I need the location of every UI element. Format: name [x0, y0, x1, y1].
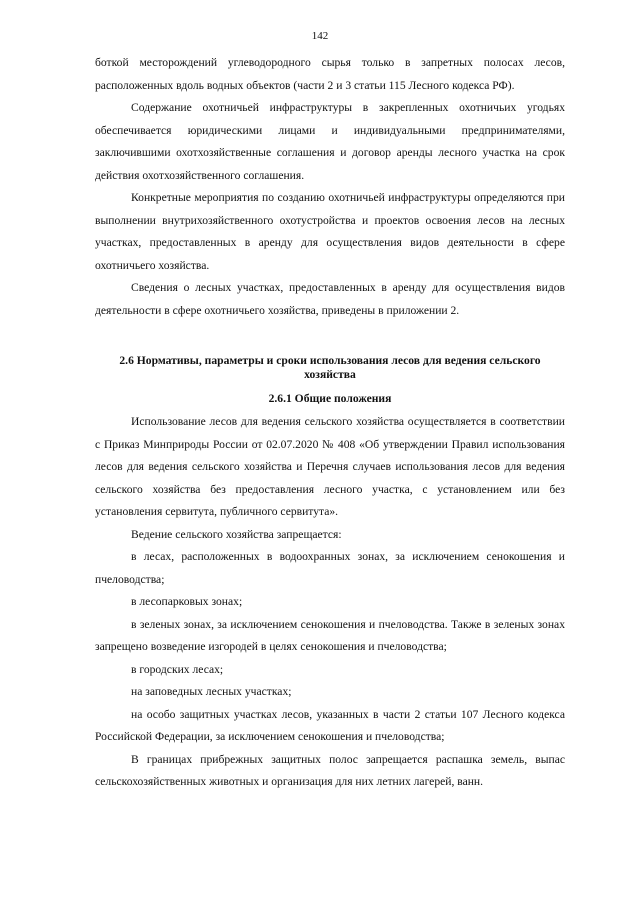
paragraph: Сведения о лесных участках, предоставленных в аренду для осуществления видов деятельности в сфере охотничьего хозяйства, приведены в приложении 2. — [95, 281, 565, 317]
paragraph: Использование лесов для ведения сельского хозяйства осуществляется в соответствии с Приказ Минприроды России от 02.07.2020 № 408 «Об утверждении Правил использования лесов для ведения сельского хозяйства и Перечня случаев использования лесов для ведения сельского хозяйства без предоставления лесного участка, с установлением или без установления сервитута, публичного сервитута». — [95, 415, 565, 518]
list-item: в лесах, расположенных в водоохранных зонах, за исключением сенокошения и пчеловодства; — [95, 550, 565, 586]
list-item: в городских лесах; — [131, 662, 224, 676]
paragraph: В границах прибрежных защитных полос запрещается распашка земель, выпас сельскохозяйственных животных и организация для них летних лагерей, ванн. — [95, 752, 565, 788]
page-number: 142 — [311, 30, 329, 42]
paragraph: Конкретные мероприятия по созданию охотничьей инфраструктуры определяются при выполнении внутрихозяйственного охотустройства и проектов освоения лесов на лесных участках, предоставленных в аренду для осуществления видов деятельности в сфере охотничьего хозяйства. — [95, 191, 565, 272]
subsection-heading: 2.6.1 Общие положения — [268, 392, 392, 405]
spacer — [95, 322, 565, 354]
document-body — [95, 52, 565, 794]
list-item: в лесопарковых зонах; — [131, 595, 243, 608]
list-item: на заповедных лесных участках; — [131, 685, 292, 698]
paragraph: Ведение сельского хозяйства запрещается: — [131, 527, 342, 541]
list-item: в зеленых зонах, за исключением сенокошения и пчеловодства. Также в зеленых зонах запрещено возведение изгородей в целях сенокошения и пчеловодства; — [95, 617, 565, 653]
paragraph: боткой месторождений углеводородного сырья только в запретных полосах лесов, расположенных вдоль водных объектов (части 2 и 3 статьи 115 Лесного кодекса РФ). — [95, 56, 565, 92]
list-item: на особо защитных участках лесов, указанных в части 2 статьи 107 Лесного кодекса Российской Федерации, за исключением сенокошения и пчеловодства; — [95, 707, 565, 743]
paragraph: Содержание охотничьей инфраструктуры в закрепленных охотничьих угодьях обеспечивается юридическими лицами и индивидуальными предпринимателями, заключившими охотхозяйственные соглашения и договор аренды лесного участка на срок действия охотхозяйственного соглашения. — [95, 101, 565, 182]
section-heading: 2.6 Нормативы, параметры и сроки использования лесов для ведения сельского хозяйства — [119, 354, 541, 381]
